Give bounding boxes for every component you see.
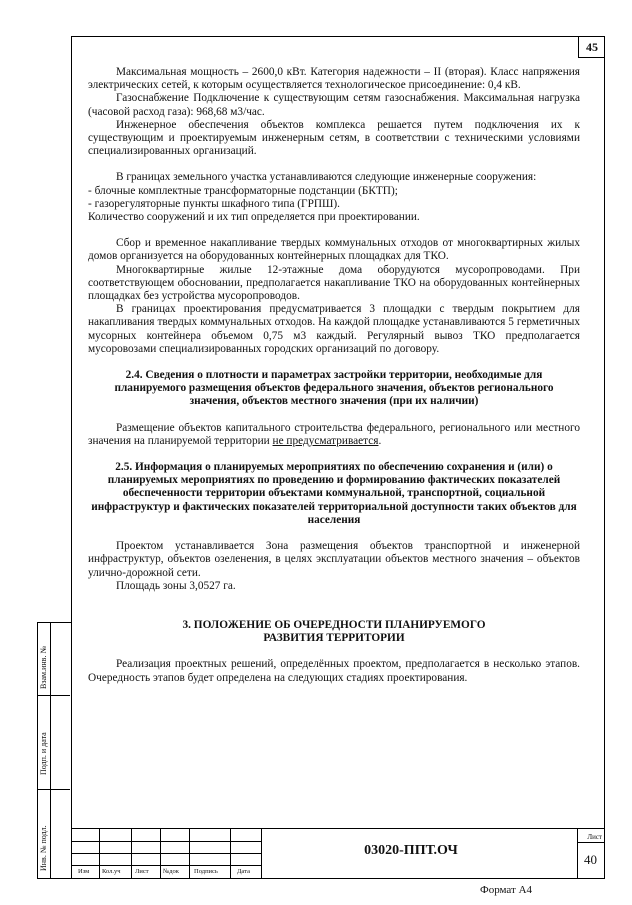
side-label-inventory: Инв. № подл. — [39, 825, 48, 871]
paragraph-power: Максимальная мощность – 2600,0 кВт. Категория надежности – II (вторая). Класс напряжения электрических сетей, к которым осуществляется технологическое присоединение: 0,4 кВ. — [88, 66, 580, 92]
document-code: 03020-ППТ.ОЧ — [364, 843, 458, 858]
paragraph-gas: Газоснабжение Подключение к существующим сетям газоснабжения. Максимальная нагрузка (часовой расход газа): 968,68 м3/час. — [88, 92, 580, 118]
side-label-signature: Подп. и дата — [39, 732, 48, 775]
section-heading-3-line1: 3. ПОЛОЖЕНИЕ ОБ ОЧЕРЕДНОСТИ ПЛАНИРУЕМОГО — [182, 618, 486, 631]
page-number-top: 45 — [578, 36, 605, 58]
list-item-grpsh: - газорегуляторные пункты шкафного типа (ГРПШ). — [88, 197, 341, 210]
sheet-number: 40 — [584, 852, 597, 867]
title-block — [71, 828, 605, 879]
section-heading-2-4: 2.4. Сведения о плотности и параметрах застройки территории, необходимые для планируемого размещения объектов федерального значения, объектов регионального значения, объектов местного значения (при их наличии) — [114, 369, 554, 408]
paragraph-structures: В границах земельного участка устанавливаются следующие инженерные сооружения: — [116, 171, 537, 184]
paragraph-waste-sites: В границах проектирования предусматривается 3 площадки с твердым покрытием для накапливания твердых коммунальных отходов. На каждой площадке устанавливаются 5 герметичных мусорных контейнера объемом 0,75 м3 каждый. Регулярный вывоз ТКО предполагается мусоровозами специализированных городских организаций по договору. — [88, 303, 580, 355]
paragraph-zone: Проектом устанавливается Зона размещения объектов транспортной и инженерной инфраструктур, объектов озеленения, в целях эксплуатации объектов местного значения – объектов улично-дорожной сети. — [88, 540, 580, 579]
paragraph-garbage-chutes: Многоквартирные жилые 12-этажные дома оборудуются мусоропроводами. При соответствующем обосновании, предполагается накапливание ТКО на оборудованных контейнерных площадках без устройства мусоропроводов. — [88, 263, 580, 303]
underlined-phrase: не предусматривается — [272, 434, 379, 447]
title-col-sheet: Лист — [135, 868, 149, 875]
side-stamp — [37, 622, 71, 879]
title-col-docnum: №док — [163, 868, 179, 875]
paragraph-implementation: Реализация проектных решений, определённых проектом, предполагается в несколько этапов. Очередность этапов будет определена на следующих стадиях проектирования. — [88, 658, 580, 684]
side-label-replace: Взам.инв. № — [39, 645, 48, 689]
list-item-bktp: - блочные комплектные трансформаторные подстанции (БКТП); — [88, 184, 398, 197]
paragraph-waste-collection: Сбор и временное накапливание твердых коммунальных отходов от многоквартирных жилых домов организуется на оборудованных контейнерных площадках для ТКО. — [88, 237, 580, 263]
title-col-change: Изм — [78, 868, 90, 875]
paragraph-placement: Размещение объектов капитального строительства федерального, регионального или местного значения на планируемой территории не предусматривается. — [88, 421, 580, 447]
section-heading-3-line2: РАЗВИТИЯ ТЕРРИТОРИИ — [263, 632, 405, 645]
paragraph-zone-area: Площадь зоны 3,0527 га. — [116, 579, 236, 592]
sheet-label: Лист — [587, 833, 602, 841]
title-col-signature: Подпись — [194, 868, 218, 875]
document-body — [88, 66, 580, 685]
title-col-count: Кол.уч — [102, 868, 121, 875]
format-label: Формат А4 — [480, 884, 533, 896]
section-heading-2-5: 2.5. Информация о планируемых мероприятиях по обеспечению сохранения и (или) о планируемых мероприятиях по проведению и формированию фактических показателей обеспеченности территории объектами коммунальной, транспортной, социальной инфраструктур и фактических показателей территориальной доступности таких объектов для населения — [91, 461, 577, 526]
title-col-date: Дата — [237, 868, 250, 875]
paragraph-quantity: Количество сооружений и их тип определяется при проектировании. — [88, 211, 420, 224]
paragraph-engineering: Инженерное обеспечения объектов комплекса решается путем подключения их к существующим и проектируемым инженерным сетям, в соответствии с техническими условиями специализированных организаций. — [88, 118, 580, 158]
